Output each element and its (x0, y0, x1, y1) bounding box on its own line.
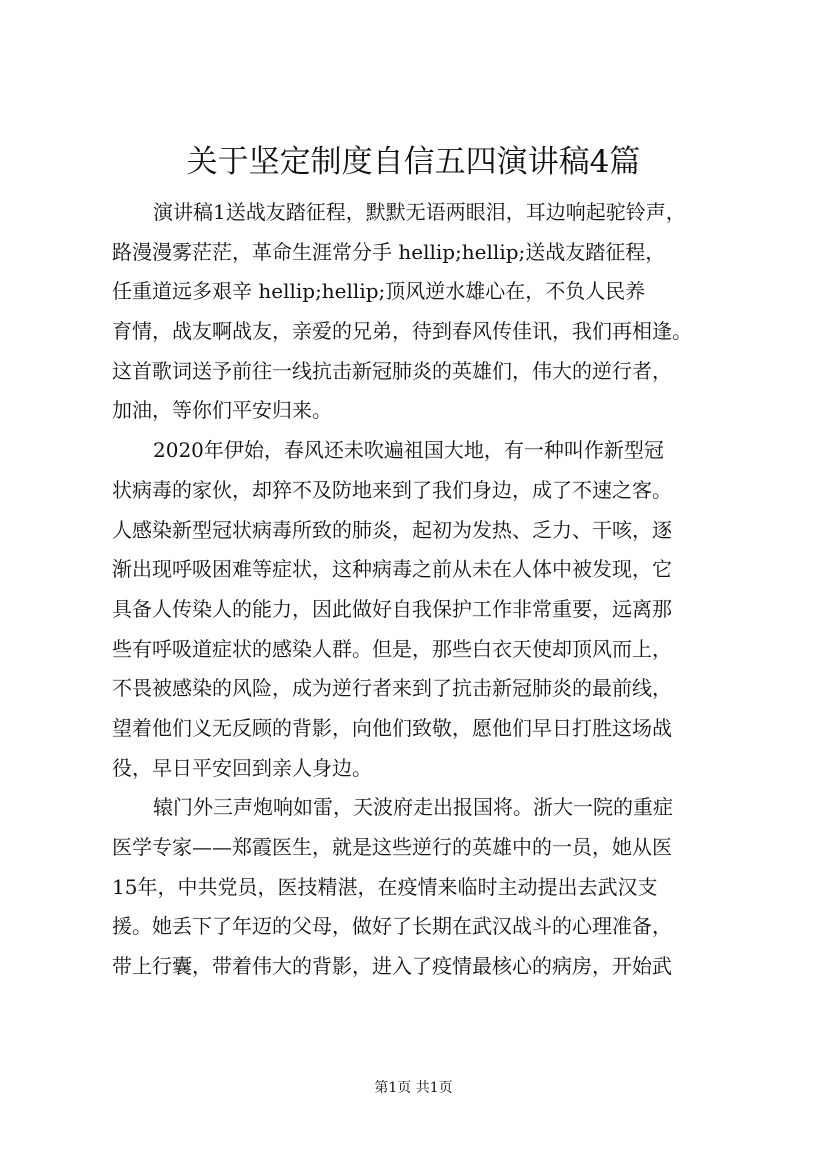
page-footer: 第1页 共1页 (374, 1080, 453, 1096)
paragraph-line: 医学专家——郑霞医生，就是这些逆行的英雄中的一员，她从医 (112, 835, 672, 859)
paragraph-line: 带上行囊，带着伟大的背影，进入了疫情最核心的病房，开始武 (112, 954, 672, 979)
paragraph-line: 15年，中共党员，医技精湛，在疫情来临时主动提出去武汉支 (112, 874, 658, 899)
document-body (112, 193, 752, 987)
paragraph-line: 渐出现呼吸困难等症状，这种病毒之前从未在人体中被发现，它 (112, 557, 672, 582)
paragraph-line: 具备人传染人的能力，因此做好自我保护工作非常重要，远离那 (112, 596, 672, 621)
paragraph-line: 育情，战友啊战友，亲爱的兄弟，待到春风传佳讯，我们再相逢。 (112, 319, 692, 344)
paragraph-line: 望着他们义无反顾的背影，向他们致敬，愿他们早日打胜这场战 (112, 715, 672, 740)
paragraph-line: 这首歌词送予前往一线抗击新冠肺炎的英雄们，伟大的逆行者， (112, 358, 672, 383)
paragraph-line: 役，早日平安回到亲人身边。 (112, 755, 372, 780)
paragraph-line: 任重道远多艰辛 hellip;hellip;顶风逆水雄心在，不负人民养 (112, 279, 646, 304)
paragraph (112, 788, 752, 986)
paragraph-line: 援。她丢下了年迈的父母，做好了长期在武汉战斗的心理准备， (112, 914, 672, 939)
paragraph-line: 人感染新型冠状病毒所致的肺炎，起初为发热、乏力、干咳，逐 (112, 517, 672, 542)
paragraph-line: 些有呼吸道症状的感染人群。但是，那些白衣天使却顶风而上， (112, 636, 672, 661)
paragraph (112, 193, 752, 431)
paragraph-line: 加油，等你们平安归来。 (112, 398, 332, 423)
paragraph-line: 辕门外三声炮响如雷，天波府走出报国将。浙大一院的重症 (153, 795, 673, 820)
paragraph-line: 2020年伊始，春风还未吹遍祖国大地，有一种叫作新型冠 (153, 438, 664, 463)
paragraph-line: 路漫漫雾茫茫，革命生涯常分手 hellip;hellip;送战友踏征程， (112, 239, 666, 264)
paragraph-line: 状病毒的家伙，却猝不及防地来到了我们身边，成了不速之客。 (112, 477, 672, 502)
paragraph-line: 演讲稿1送战友踏征程，默默无语两眼泪，耳边响起驼铃声， (153, 200, 686, 224)
document-title: 关于坚定制度自信五四演讲稿4篇 (186, 144, 641, 180)
paragraph (112, 431, 752, 788)
paragraph-line: 不畏被感染的风险，成为逆行者来到了抗击新冠肺炎的最前线， (112, 676, 672, 701)
